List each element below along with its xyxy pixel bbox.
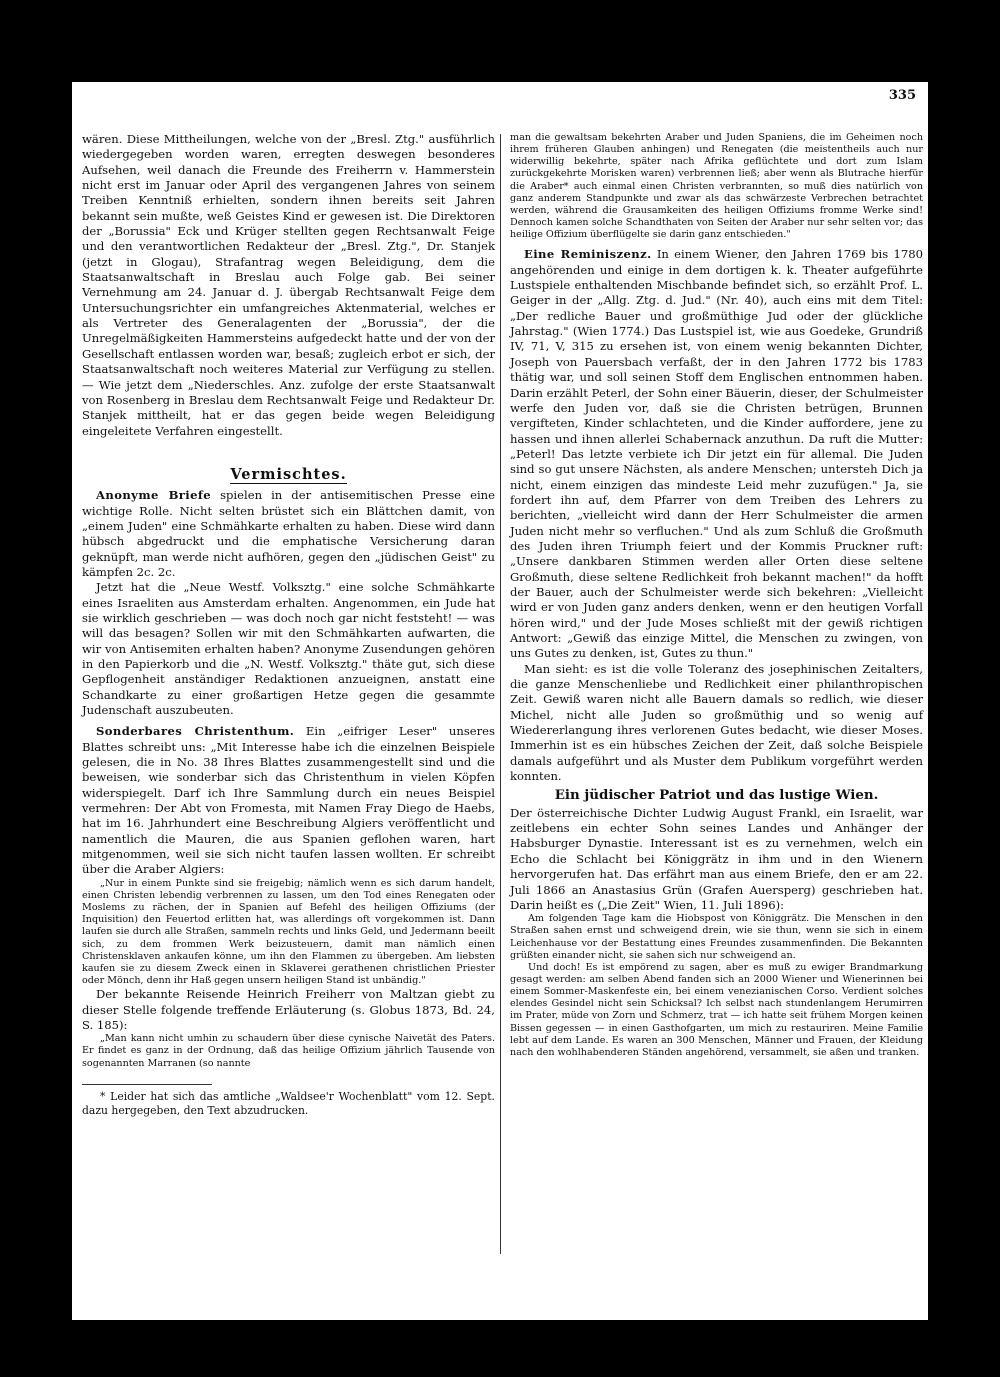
- paragraph: Der österreichische Dichter Ludwig August Frankl, ein Israelit, war zeitlebens ein echter Sohn seines Landes und Anhänger der Habsburger Dynastie. Interessant ist es zu vernehmen, welch ein Echo die Schlacht bei Königgrätz in ihm und in den Wienern hervorgerufen hat. Das erfährt man aus einem Briefe, den er am 22. Juli 1866 an Anastasius Grün (Grafen Auersperg) geschrieben hat. Darin heißt es („Die Zeit" Wien, 11. Juli 1896):: [510, 805, 923, 912]
- article-heading: Anonyme Briefe: [96, 488, 212, 503]
- article-heading: Eine Reminiszenz.: [524, 247, 652, 262]
- footnote-rule: [82, 1084, 212, 1085]
- article-sonderbares-christenthum: [82, 724, 495, 877]
- block-quote: „Man kann nicht umhin zu schaudern über diese cynische Naivetät des Paters. Er findet es ganz in der Ordnung, daß das heilige Offizium jährlich Tausende von sogenannten Marranen (so nannte: [82, 1033, 495, 1069]
- section-title: [82, 467, 495, 482]
- block-quote: Und doch! Es ist empörend zu sagen, aber es muß zu ewiger Brandmarkung gesagt werden: am selben Abend fanden sich an 2000 Wiener und Wienerinnen bei einem Sommer-Maskenfeste ein, bei einem venezianischen Corso. Verdient solches elendes Gesindel nicht sein Schicksal? Ich selbst nach stundenlangem Herumirren im Prater, müde von Zorn und Schmerz, trat — ich hatte seit frühem Morgen keinen Bissen gegessen — in einen Gasthofgarten, um mich zu restauriren. Meine Familie lebt auf dem Lande. Es waren an 300 Menschen, Männer und Frauen, der Kleidung nach den wohlhabenderen Ständen angehörend, versammelt, sie aßen und tranken.: [510, 961, 923, 1058]
- left-column: [82, 132, 495, 1118]
- article-anonyme-briefe: [82, 488, 495, 580]
- paragraph-text: spielen in der antisemitischen Presse eine wichtige Rolle. Nicht selten brüstet sich ein Blättchen damit, von „einem Juden" eine Schmähkarte erhalten zu haben. Diese wird dann hübsch abgedruckt und die emphatische Versicherung daran geknüpft, man werde nicht aufhören, gegen den „jüdischen Geist" zu kämpfen 2c. 2c.: [82, 488, 495, 579]
- article-heading-patriot: Ein jüdischer Patriot und das lustige Wien.: [554, 787, 879, 804]
- right-column: [510, 132, 923, 1059]
- article-reminiszenz: [510, 247, 923, 661]
- footnote: * Leider hat sich das amtliche „Waldsee'r Wochenblatt" vom 12. Sept. dazu hergegeben, den Text abzudrucken.: [82, 1089, 495, 1117]
- newspaper-page: [72, 82, 928, 1320]
- block-quote-continued: man die gewaltsam bekehrten Araber und Juden Spaniens, die im Geheimen noch ihrem früheren Glauben anhingen) und Renegaten (die meistentheils auch nur widerwillig bekehrte, später nach Afrika geflüchtete und dort zum Islam zurückgekehrte Morisken waren) verbrennen ließ; aber wenn als Blutrache hierfür die Araber* auch einmal einen Christen verbrannten, so muß dies natürlich von ganz anderem Standpunkte und zwar als das schwärzeste Verbrechen betrachtet werden, während die Grausamkeiten des heiligen Offiziums fromme Werke sind! Dennoch kamen solche Schandthaten von Seiten der Araber nur sehr selten vor; das heilige Offizium überflügelte sie darin ganz entschieden.": [510, 132, 923, 241]
- block-quote: „Nur in einem Punkte sind sie freigebig; nämlich wenn es sich darum handelt, einen Christen lebendig verbrennen zu lassen, um den Tod eines Renegaten oder Moslems zu rächen, der in Spanien auf Befehl des heiligen Offiziums (der Inquisition) den Feuertod erlitten hat, was allerdings oft vorgekommen ist. Dann laufen sie durch alle Straßen, sammeln rechts und links Geld, und Jedermann beeilt sich, zu dem frommen Werk beizusteuern, damit man nämlich einen Christensklaven ankaufen könne, um ihn den Flammen zu übergeben. Am liebsten kaufen sie zu diesem Zweck einen in Sklaverei gerathenen christlichen Priester oder Mönch, denn ihr Haß gegen unsern heiligen Stand ist unbändig.": [82, 877, 495, 987]
- paragraph: wären. Diese Mittheilungen, welche von der „Bresl. Ztg." ausführlich wiedergegeben worden waren, erregten deswegen besonderes Aufsehen, weil danach die Freunde des Freiherrn v. Hammerstein nicht erst im Januar oder April des vergangenen Jahres von seinem Treiben Kenntniß erhielten, sondern ihnen bereits seit Jahren bekannt sein mußte, weß Geistes Kind er gewesen ist. Die Direktoren der „Borussia" Eck und Krüger stellten gegen Rechtsanwalt Feige und den verantwortlichen Redakteur der „Bresl. Ztg.", Dr. Stanjek (jetzt in Glogau), Strafantrag wegen Beleidigung, dem die Staatsanwaltschaft in Breslau auch Folge gab. Bei seiner Vernehmung am 24. Januar d. J. übergab Rechtsanwalt Feige dem Untersuchungsrichter ein umfangreiches Aktenmaterial, welches er als Vertreter des Generalagenten der „Borussia", der die Unregelmäßigkeiten Hammersteins aufgedeckt hatte und der von der Gesellschaft entlassen worden war, besaß; zugleich erbot er sich, der Staatsanwaltschaft noch weiteres Material zur Verfügung zu stellen. — Wie jetzt dem „Niederschles. Anz. zufolge der erste Staatsanwalt von Rosenberg in Breslau dem Rechtsanwalt Feige und Redakteur Dr. Stanjek mittheilt, hat er das gegen beide wegen Beleidigung eingeleitete Verfahren eingestellt.: [82, 132, 495, 438]
- column-divider: [500, 134, 501, 1254]
- article-heading: Sonderbares Christenthum.: [96, 724, 295, 739]
- paragraph-text: Ein „eifriger Leser" unseres Blattes schreibt uns: „Mit Interesse habe ich die einzelnen Beispiele gelesen, die in No. 38 Ihres Blattes zusammengestellt sind und die beweisen, wie sonderbar sich das Christenthum in vielen Köpfen widerspiegelt. Darf ich Ihre Sammlung durch ein neues Beispiel vermehren: Der Abt von Fromesta, mit Namen Fray Diego de Haebs, hat im 16. Jahrhundert eine Beschreibung Algiers veröffentlicht und namentlich die Mauren, die aus Spanien geflohen waren, hart mitgenommen, weil sie sich nicht taufen lassen wollten. Er schreibt über die Araber Algiers:: [82, 724, 495, 877]
- paragraph: Jetzt hat die „Neue Westf. Volksztg." eine solche Schmähkarte eines Israeliten aus Amsterdam erhalten. Angenommen, ein Jude hat sie wirklich geschrieben — was doch noch gar nicht feststeht! — was will das besagen? Sollen wir mit den Schmähkarten aufwarten, die wir von Antisemiten erhalten haben? Anonyme Zusendungen gehören in den Papierkorb und die „N. Westf. Volksztg." thäte gut, sich diese Gepflogenheit anständiger Redaktionen anzueignen, anstatt eine Schandkarte zu einer großartigen Hetze gegen die gesammte Judenschaft auszubeuten.: [82, 580, 495, 718]
- paragraph: Der bekannte Reisende Heinrich Freiherr von Maltzan giebt zu dieser Stelle folgende treffende Erläuterung (s. Globus 1873, Bd. 24, S. 185):: [82, 987, 495, 1032]
- block-quote: Am folgenden Tage kam die Hiobspost von Königgrätz. Die Menschen in den Straßen sahen ernst und schweigend drein, wie sie thun, wenn sie sich in einem Leichenhause vor der Bestattung eines Freundes zusammenfinden. Die Bekannten grüßten einander nicht, sie sahen sich nur schweigend an.: [510, 913, 923, 961]
- paragraph-text: In einem Wiener, den Jahren 1769 bis 1780 angehörenden und einige in dem dortigen k. k. Theater aufgeführte Lustspiele enthaltenden Mischbande befindet sich, so erzählt Prof. L. Geiger in der „Allg. Ztg. d. Jud." (Nr. 40), auch eins mit dem Titel: „Der redliche Bauer und großmüthige Jud oder der glückliche Jahrstag." (Wien 1774.) Das Lustspiel ist, wie aus Goedeke, Grundriß IV, 71, V, 315 zu ersehen ist, von einem wenig bekannten Dichter, Joseph von Pauersbach verfaßt, der in den Jahren 1772 bis 1783 thätig war, und soll seinen Stoff dem Englischen entnommen haben. Darin erzählt Peterl, der Sohn einer Bäuerin, dieser, der Schulmeister werfe den Juden vor, daß sie die Christen betrügen, Brunnen vergifteten, Kinder schlachteten, und die Kinder auffordere, jene zu hassen und ihnen allerlei Schabernack anzuthun. Da ruft die Mutter: „Peterl! Das letzte verbiete ich Dir jetzt ein für allemal. Die Juden sind so gut unsere Nächsten, als andere Menschen; untersteh Dich ja nicht, einem einzigen das mindeste Leid mehr zuzufügen." Ja, sie fordert ihn auf, dem Pfarrer von dem Treiben des Lehrers zu berichten, „vielleicht wird dann der Herr Schulmeister die armen Juden nicht mehr so verfluchen." Und als zum Schluß die Großmuth des Juden ihren Triumph feiert und der Kommis Pruckner ruft: „Unsere dankbaren Stimmen werden aller Orten diese seltene Großmuth, diese seltene Redlichkeit froh bekannt machen!" da hofft der Bauer, auch der Schulmeister werde sich bekehren: „Vielleicht wird er von Juden ganz anders denken, wenn er den heutigen Vorfall hören wird," und der Jude Moses schließt mit der gewiß richtigen Antwort: „Gewiß das einzige Mittel, die Menschen zu zwingen, von uns Gutes zu denken, ist, Gutes zu thun.": [510, 247, 923, 661]
- page-number: 335: [888, 88, 916, 103]
- paragraph: Man sieht: es ist die volle Toleranz des josephinischen Zeitalters, die ganze Menschenliebe und Redlichkeit einer philanthropischen Zeit. Gewiß waren nicht alle Bauern damals so redlich, wie dieser Michel, nicht alle Juden so großmüthig und so wenig auf Wiedererlangung ihres verlorenen Gutes bedacht, wie dieser Moses. Immerhin ist es ein hübsches Zeichen der Zeit, daß solche Beispiele damals aufgeführt und als Muster dem Publikum vorgeführt werden konnten.: [510, 661, 923, 784]
- section-title-text: Vermischtes.: [230, 465, 347, 483]
